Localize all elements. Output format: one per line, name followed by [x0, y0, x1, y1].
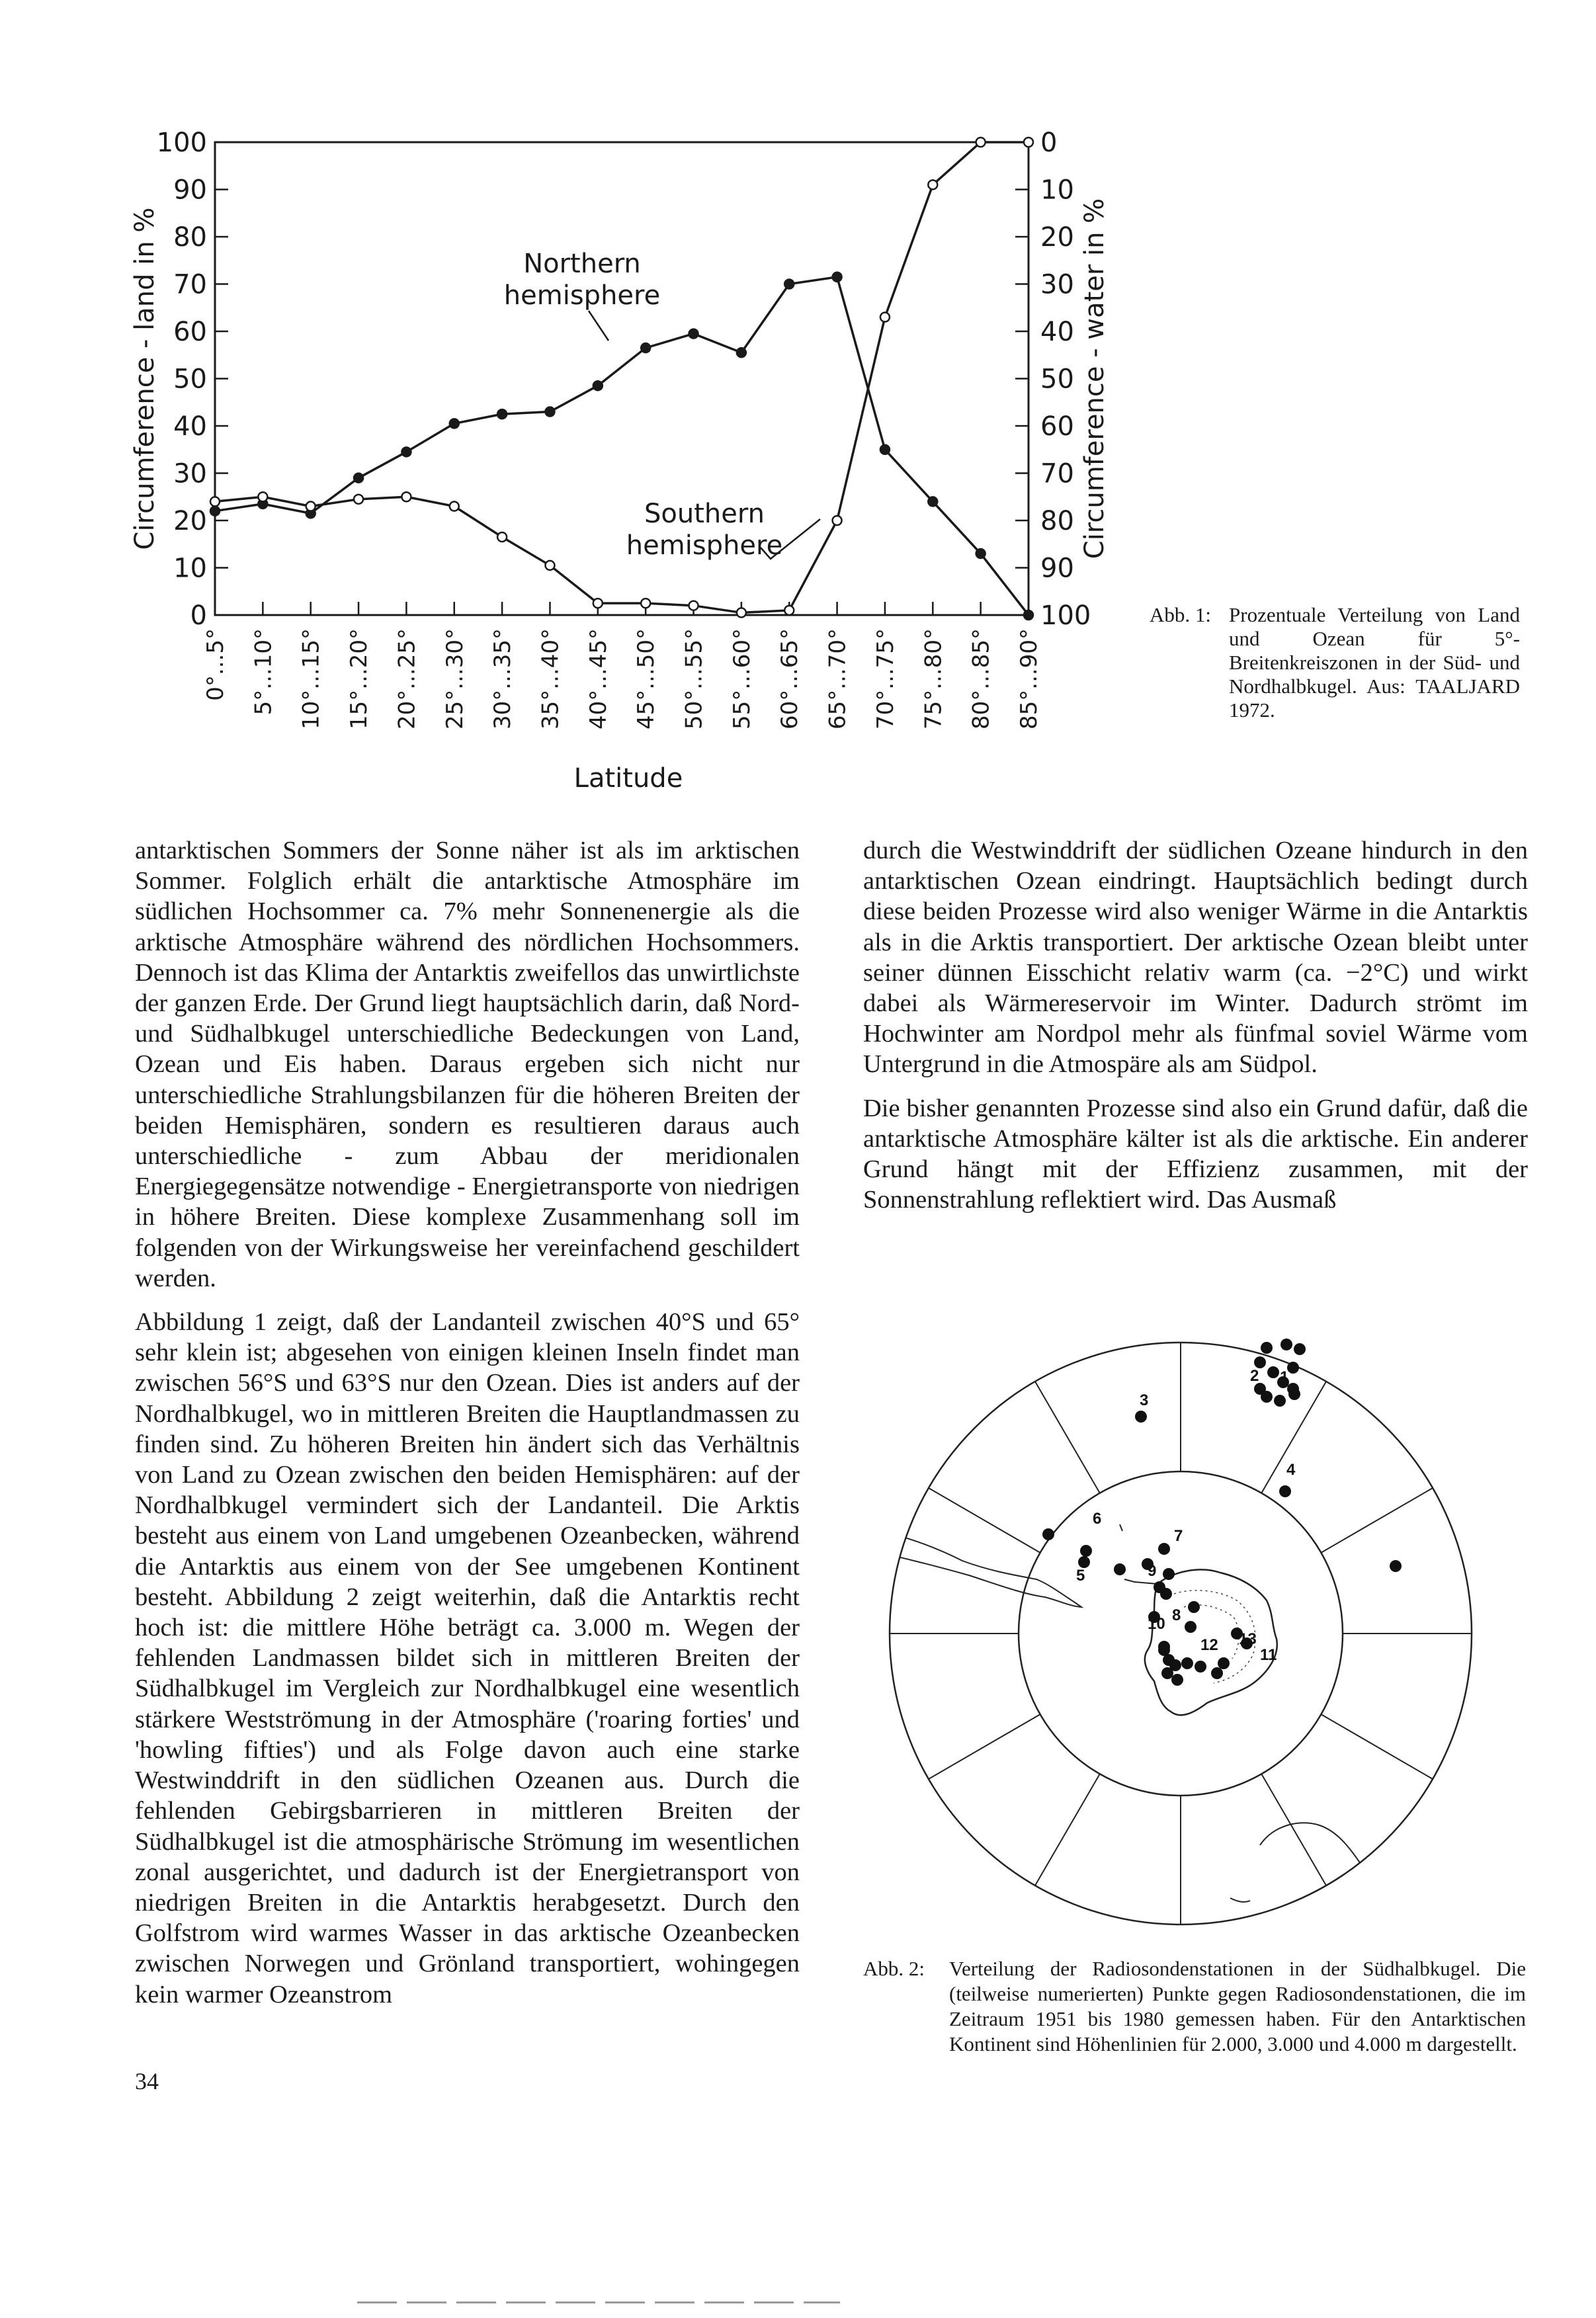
data-point [210, 497, 220, 506]
data-point [641, 599, 650, 608]
y-tick-label-right: 80 [1040, 506, 1074, 536]
x-tick-label: 65°...70° [824, 628, 851, 729]
x-tick-label: 80°...85° [968, 628, 995, 729]
body-column-right [863, 835, 1528, 1228]
data-point [401, 492, 411, 501]
figure-2-caption-text: Verteilung der Radiosondenstationen in der Südhalbkugel. Die (teilweise numerierten) Punkte gegen Radiosondenstationen, die im Zeitraum 1951 bis 1980 gemessen haben. Für den Antarktischen Kontinent sind Höhenlinien für 2.000, 3.000 und 4.000 m dargestellt. [949, 1957, 1526, 2055]
x-tick-label: 0°...5° [202, 628, 229, 701]
station-marker [1294, 1343, 1306, 1355]
data-point [497, 532, 507, 542]
map-graticule [863, 1343, 1498, 1925]
data-point [593, 381, 603, 390]
station-marker [1042, 1528, 1054, 1540]
station-label: 7 [1174, 1527, 1183, 1545]
station-marker [1195, 1661, 1206, 1673]
southern-hemisphere-station-map [863, 1316, 1528, 1931]
figure-2-caption-label: Abb. 2: [863, 1957, 925, 1980]
body-paragraph: durch die Westwinddrift der südlichen Ozeane hindurch in den antarktischen Ozean eindringt. Hauptsächlich bedingt durch diese beiden Prozesse wird also weniger Wärme in die Antarktis als in die Arktis transportiert. Der arktische Ozean bleibt unter seiner dünnen Eisschicht relativ warm (ca. −2°C) und wirkt dabei als Wärmereservoir im Winter. Dadurch strömt im Hochwinter am Nordpol mehr als fünfmal soviel Wärme vom Untergrund in die Atmospäre als am Südpol. [863, 837, 1528, 1079]
y-tick-label-right: 30 [1040, 269, 1074, 300]
station-label: 6 [1093, 1510, 1102, 1528]
station-marker [1218, 1657, 1230, 1669]
y-tick-label-left: 100 [156, 128, 207, 158]
data-point [450, 502, 459, 511]
y-tick-label-right: 50 [1040, 364, 1074, 395]
y-tick-label-right: 20 [1040, 222, 1074, 253]
data-point [833, 272, 842, 282]
data-point [689, 601, 698, 610]
y-tick-label-left: 40 [173, 411, 207, 442]
station-marker [1390, 1560, 1402, 1572]
station-marker [1281, 1339, 1292, 1350]
data-point [210, 507, 220, 516]
body-paragraph: antarktischen Sommers der Sonne näher ist als im arktischen Sommer. Folglich erhält die antarktische Atmosphäre im südlichen Hochsommer ca. 7% mehr Sonnenenergie als die arktische Atmosphäre während des nördlichen Hochsommers. Dennoch ist das Klima der Antarktis zweifellos das unwirtlichste der ganzen Erde. Der Grund liegt hauptsächlich darin, daß Nord- und Südhalbkugel unterschiedliche Bedeckungen von Land, Ozean und Eis haben. Daraus ergeben sich nicht nur unterschiedliche Strahlungsbilanzen für die höheren Breiten der beiden Hemisphären, sondern es resultieren daraus auch unterschiedliche - zum Abbau der meridionalen Energiegegensätze notwendige - Energietransporte von niedrigen in höhere Breiten. Diese komplexe Zusammenhang soll im folgenden von der Wirkungsweise her vereinfachend geschildert werden. [135, 837, 800, 1292]
station-label: 1 [1280, 1368, 1289, 1386]
data-point [1024, 610, 1033, 620]
station-marker [1158, 1644, 1170, 1656]
station-label: 3 [1140, 1391, 1149, 1409]
station-marker [1188, 1601, 1200, 1613]
series-line-northern [215, 277, 1029, 615]
station-marker [1288, 1388, 1300, 1400]
station-label: 11 [1260, 1646, 1277, 1664]
figure-1-caption-text: Prozentuale Verteilung von Land und Ozean für 5°-Breitenkreiszonen in der Süd- und Nordhalbkugel. Aus: TAALJARD 1972. [1229, 603, 1520, 722]
data-point [306, 502, 315, 511]
station-marker [1279, 1485, 1291, 1497]
annotation-northern-leader [589, 311, 609, 341]
station-marker [1163, 1568, 1175, 1580]
y-tick-label-left: 70 [173, 269, 207, 300]
land-ocean-line-chart [126, 112, 1157, 813]
x-tick-label: 85°...90° [1016, 628, 1042, 729]
body-paragraph: Abbildung 1 zeigt, daß der Landanteil zwischen 40°S und 65° sehr klein ist; abgesehen von einigen kleinen Inseln findet man zwischen 56°S und 63°S nur den Ozean. Dies ist anders auf der Nordhalbkugel, wo in mittleren Breiten die Hauptlandmassen zu finden sind. Zu höheren Breiten hin ändert sich das Verhältnis von Land zu Ozean zwischen den beiden Hemisphären: auf der Nordhalbkugel vermindert sich der Landanteil. Die Arktis besteht aus einem von Land umgebenen Ozeanbecken, während die Antarktis aus einem von der See umgebenen Kontinent besteht. Abbildung 2 zeigt weiterhin, daß die Antarktis recht hoch ist: die mittlere Höhe beträgt ca. 3.000 m. Wegen der fehlenden Landmassen bildet sich in mittleren Breiten der Südhalbkugel im Vergleich zur Nordhalbkugel eine wesentlich stärkere Westströmung in der Atmosphäre ('roaring forties' und 'howling fifties') und als Folge davon auch eine starke Westwinddrift in den südlichen Ozeanen aus. Durch die fehlenden Gebirgsbarrieren in mittleren Breiten der Südhalbkugel ist die atmosphärische Strömung im wesentlichen zonal ausgerichtet, und dadurch ist der Energietransport von niedrigen Breiten in die Antarktis herabgesetzt. Durch den Golfstrom wird warmes Wasser in das arktische Ozeanbecken zwischen Norwegen und Grönland transportiert, wohingegen kein warmer Ozeanstrom [135, 1308, 800, 2008]
x-tick-label: 55°...60° [728, 628, 755, 729]
x-tick-label: 40°...45° [585, 628, 612, 729]
annotation-southern-line1: Southern [644, 499, 765, 529]
data-point [737, 608, 746, 617]
y-tick-label-left: 10 [173, 553, 207, 584]
data-point [928, 497, 937, 506]
figure-2-map [863, 1316, 1528, 1931]
y-axis-label-right: Circumference - water in % [1079, 198, 1110, 559]
x-tick-label: 15°...20° [346, 628, 373, 729]
station-marker [1267, 1366, 1279, 1378]
station-label: 5 [1076, 1567, 1085, 1585]
x-tick-label: 75°...80° [920, 628, 947, 729]
y-tick-label-right: 60 [1040, 411, 1074, 442]
station-marker [1135, 1411, 1147, 1423]
data-point [880, 445, 890, 454]
data-point [450, 419, 459, 428]
station-marker [1287, 1362, 1299, 1374]
station-marker [1181, 1657, 1193, 1669]
y-tick-label-left: 80 [173, 222, 207, 253]
station-marker [1274, 1395, 1286, 1407]
figure-1-caption-label: Abb. 1: [1150, 603, 1211, 626]
data-point [354, 495, 363, 504]
data-point [258, 492, 267, 501]
x-tick-label: 60°...65° [777, 628, 804, 729]
y-tick-label-left: 90 [173, 175, 207, 206]
x-tick-label: 70°...75° [872, 628, 899, 729]
figure-1-chart [126, 112, 1157, 813]
station-label: 4 [1286, 1461, 1296, 1479]
x-axis-label: Latitude [573, 763, 683, 794]
station-marker [1080, 1545, 1092, 1557]
annotation-southern-line2: hemisphere [626, 530, 783, 561]
station-marker [1211, 1667, 1223, 1679]
data-point [928, 180, 937, 189]
body-column-left [135, 835, 800, 2023]
station-marker [1171, 1674, 1183, 1686]
data-point [1024, 138, 1033, 147]
station-label: 8 [1172, 1606, 1181, 1624]
data-point [880, 313, 890, 322]
body-paragraph: Die bisher genannten Prozesse sind also ein Grund dafür, daß die antarktische Atmosphäre kälter ist als die arktische. Ein anderer Grund hängt mit der Effizienz zusammen, mit der Sonnenstrahlung reflektiert wird. Das Ausmaß [863, 1094, 1528, 1214]
data-point [689, 329, 698, 339]
plot-frame [215, 142, 1029, 615]
y-tick-label-left: 30 [173, 458, 207, 489]
data-point [545, 407, 554, 417]
y-tick-label-right: 100 [1040, 600, 1091, 631]
data-point [976, 138, 986, 147]
inner-latitude-circle [1019, 1471, 1343, 1796]
station-marker [1185, 1621, 1197, 1633]
station-marker [1160, 1588, 1172, 1600]
station-label: 9 [1148, 1562, 1157, 1580]
data-point [833, 516, 842, 525]
x-tick-label: 50°...55° [681, 628, 708, 729]
data-point [354, 474, 363, 483]
y-tick-label-right: 70 [1040, 458, 1074, 489]
x-tick-label: 10°...15° [298, 628, 325, 729]
station-label: 12 [1200, 1636, 1218, 1654]
data-point [497, 409, 507, 419]
data-point [641, 343, 650, 352]
station-marker [1161, 1667, 1173, 1679]
station-marker [1114, 1563, 1126, 1575]
data-point [545, 561, 554, 570]
station-marker [1261, 1342, 1273, 1354]
y-tick-label-left: 0 [190, 600, 207, 631]
y-tick-label-right: 0 [1040, 128, 1058, 158]
data-point [401, 447, 411, 456]
annotation-northern-line2: hemisphere [503, 280, 661, 311]
x-tick-label: 5°...10° [250, 628, 277, 716]
station-label: 2 [1250, 1367, 1259, 1385]
y-tick-label-left: 20 [173, 506, 207, 536]
x-tick-label: 35°...40° [537, 628, 564, 729]
y-tick-label-left: 50 [173, 364, 207, 395]
footer-scan-rule [357, 2301, 840, 2303]
station-label: 13 [1239, 1630, 1257, 1648]
annotation-northern-line1: Northern [523, 249, 641, 279]
y-tick-label-right: 40 [1040, 317, 1074, 347]
x-tick-label: 30°...35° [489, 628, 517, 729]
page-number: 34 [135, 2068, 159, 2094]
series-line-southern [215, 142, 1029, 612]
y-axis-label-left: Circumference - land in % [130, 207, 160, 550]
data-point [593, 599, 603, 608]
x-tick-label: 25°...30° [441, 628, 468, 729]
station-marker [1158, 1543, 1170, 1555]
x-tick-label: 45°...50° [633, 628, 660, 729]
data-point [737, 348, 746, 357]
data-point [784, 280, 794, 289]
y-tick-label-right: 10 [1040, 175, 1074, 206]
data-point [976, 549, 986, 558]
y-tick-label-right: 90 [1040, 553, 1074, 584]
y-tick-label-left: 60 [173, 317, 207, 347]
data-point [784, 606, 794, 615]
x-tick-label: 20°...25° [394, 628, 421, 729]
station-label: 10 [1148, 1615, 1165, 1633]
